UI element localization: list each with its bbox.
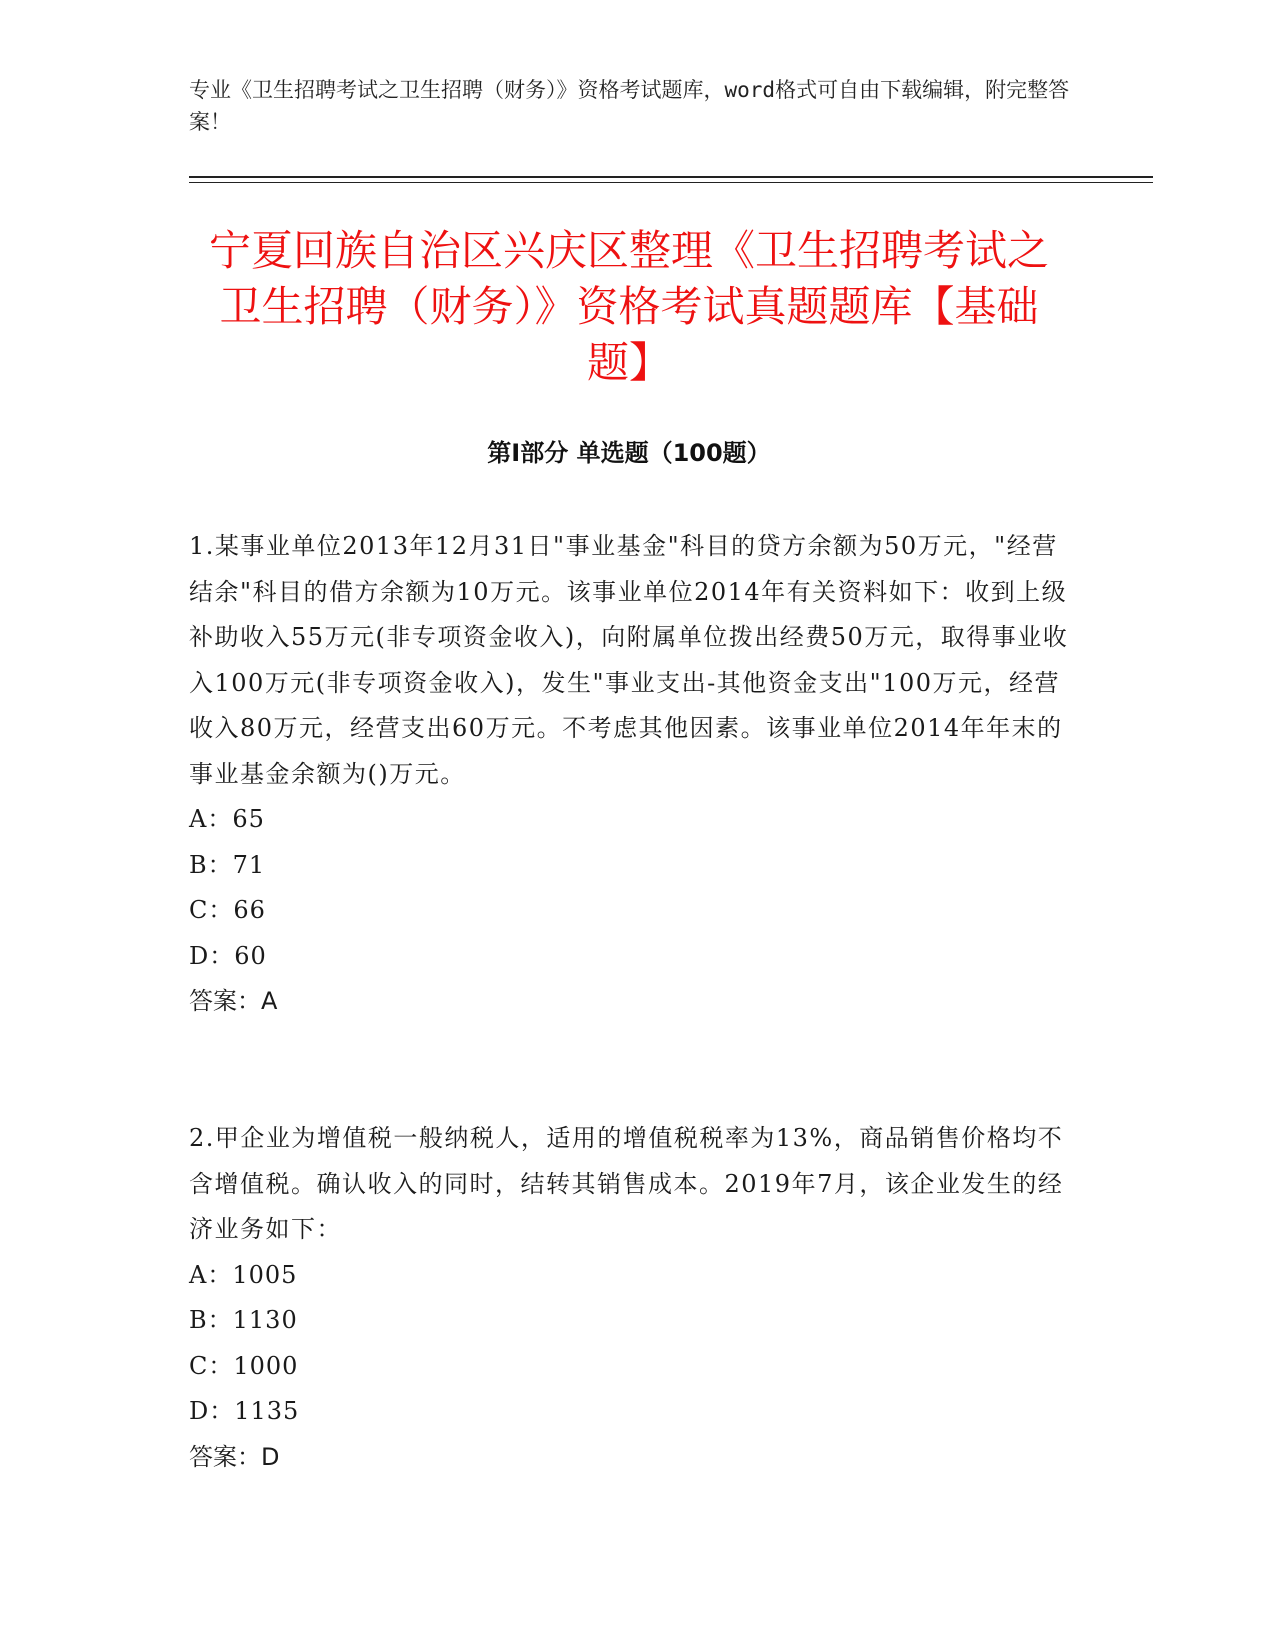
question-stem: 2.甲企业为增值税一般纳税人，适用的增值税税率为13%，商品销售价格均不含增值税。确认收入的同时，结转其销售成本。2019年7月，该企业发生的经济业务如下： — [189, 1124, 1064, 1243]
answer-line: 答案：D — [189, 1442, 280, 1471]
question-stem: 1.某事业单位2013年12月31日"事业基金"科目的贷方余额为50万元，"经营结余"科目的借方余额为10万元。该事业单位2014年有关资料如下：收到上级补助收入55万元(非专项资金收入)，向附属单位拨出经费50万元，取得事业收入100万元(非专项资金收入)，发生"事业支出-其他资金支出"100万元，经营收入80万元，经营支出60万元。不考虑其他因素。该事业单位2014年年末的事业基金余额为()万元。 — [189, 532, 1069, 788]
document-title: 宁夏回族自治区兴庆区整理《卫生招聘考试之卫生招聘（财务）》资格考试真题题库【基础题】 — [208, 226, 1049, 387]
option-b: B：1130 — [189, 1306, 298, 1334]
option-c: C：66 — [189, 896, 266, 924]
question-1 — [189, 524, 1079, 1025]
option-c: C：1000 — [189, 1351, 299, 1380]
option-b: B：71 — [189, 850, 266, 879]
section-heading: 第Ⅰ部分 单选题（100题） — [487, 439, 771, 467]
question-2 — [189, 1116, 1079, 1480]
option-d: D：1135 — [189, 1397, 300, 1425]
header-divider-thin — [189, 182, 1153, 183]
option-d: D：60 — [189, 941, 267, 970]
answer-line: 答案：A — [189, 987, 278, 1015]
option-a: A：1005 — [189, 1260, 298, 1289]
option-a: A：65 — [189, 805, 265, 833]
header-note: 专业《卫生招聘考试之卫生招聘（财务）》资格考试题库，word格式可自由下载编辑，附完整答案！ — [189, 78, 1070, 134]
header-divider-thick — [189, 176, 1153, 178]
